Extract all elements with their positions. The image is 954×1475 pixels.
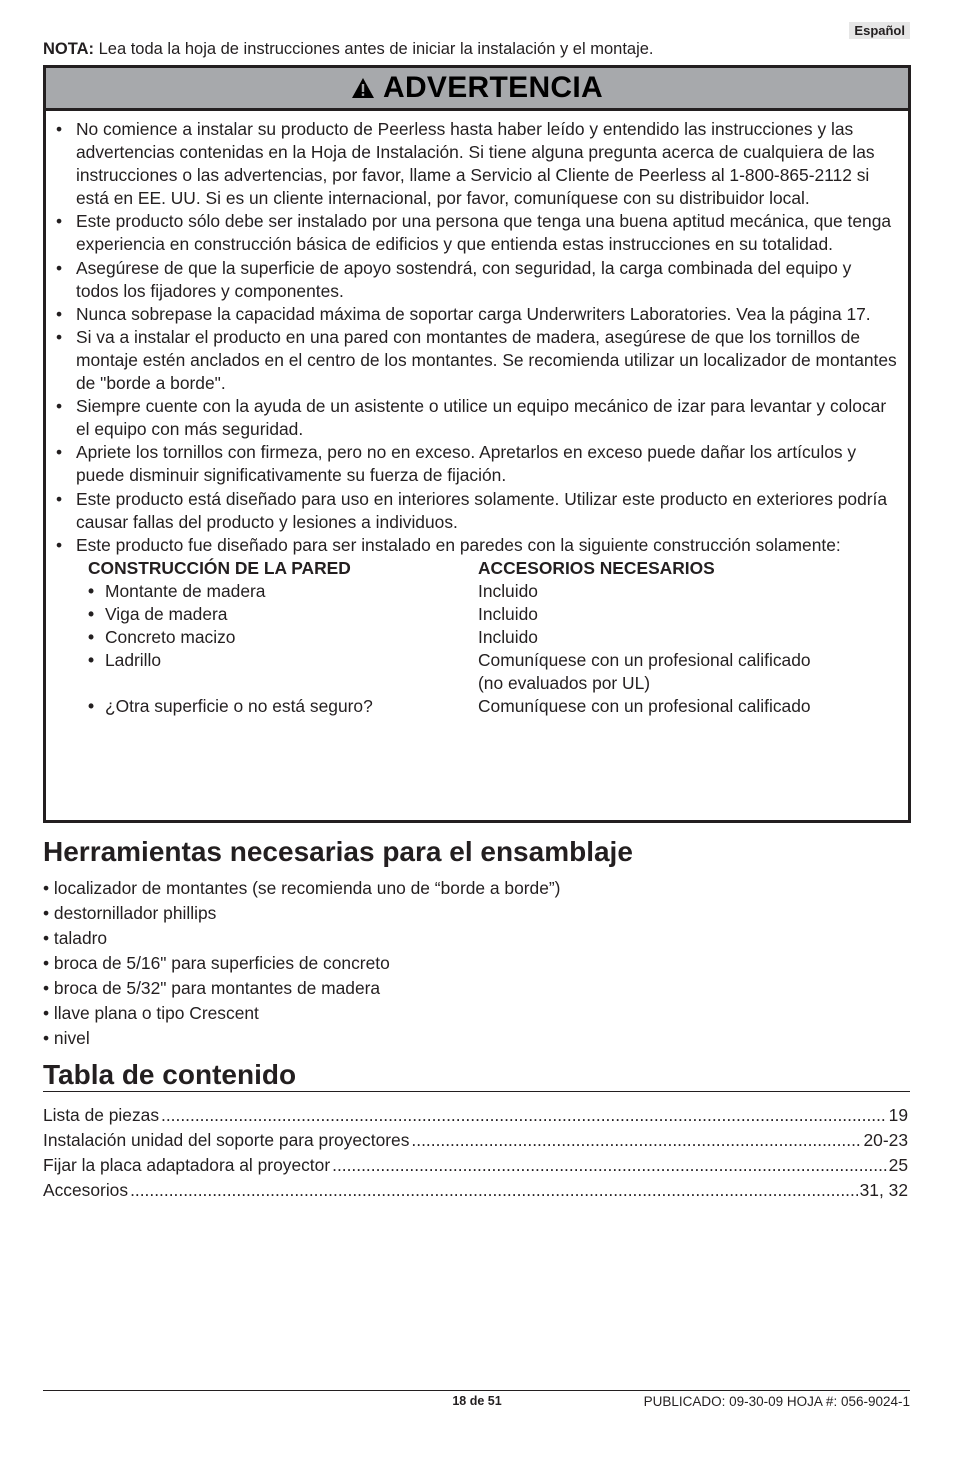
wall-type-text: ¿Otra superficie o no está seguro?: [105, 696, 373, 717]
wall-type-text: Ladrillo: [105, 650, 162, 671]
tools-heading: Herramientas necesarias para el ensamblaje: [43, 836, 633, 867]
toc-leader-dots: [332, 1153, 887, 1178]
warning-item-text: No comience a instalar su producto de Peerless hasta haber leído y entendido las instrucciones y las advertencias contenidas en la Hoja de Instalación. Si tiene alguna pregunta acerca de cualquiera de las instrucciones o las advertencias, por favor, llame a Servicio al Cliente de Peerless al 1-800-865-2112 si está en EE. UU. Si es un cliente internacional, por favor, comuníquese con su distribuidor local.: [76, 119, 875, 209]
publication-info: PUBLICADO: 09-30-09 HOJA #: 056-9024-1: [643, 1394, 910, 1409]
accessory-note: (no evaluados por UL): [478, 673, 651, 694]
footer-divider: [43, 1390, 910, 1391]
toc-leader-dots: [411, 1128, 861, 1153]
wall-type-cell: • Montante de madera: [88, 580, 266, 601]
accessory-cell: Comuníquese con un profesional calificado: [478, 696, 811, 717]
toc-entry-page: 20-23: [863, 1130, 908, 1150]
wall-construction-table: [88, 557, 898, 719]
toc-entry-label: Accesorios: [43, 1180, 129, 1200]
warning-list: [54, 118, 898, 557]
accessory-cell: [478, 649, 898, 695]
toc-entry[interactable]: [43, 1103, 908, 1128]
toc-entry[interactable]: [43, 1128, 908, 1153]
nota-line: [43, 40, 654, 59]
warning-box: [43, 65, 911, 823]
warning-item: • Nunca sobrepase la capacidad máxima de soportar carga Underwriters Laboratories. Vea la página 17.: [56, 303, 871, 324]
wall-table-header-construction: CONSTRUCCIÓN DE LA PARED: [88, 557, 351, 578]
tool-item: • destornillador phillips: [43, 903, 217, 923]
tool-item: • taladro: [43, 928, 108, 948]
wall-type-cell: • Ladrillo: [88, 650, 162, 671]
toc-entry-page: 19: [888, 1105, 908, 1125]
warning-item: • Apriete los tornillos con firmeza, pero no en exceso. Apretarlos en exceso puede dañar los artículos y puede disminuir significativamente su fuerza de fijación.: [56, 442, 857, 486]
toc-entry[interactable]: [43, 1178, 908, 1203]
warning-item-text: Este producto está diseñado para uso en interiores solamente. Utilizar este producto en exteriores podría causar fallas del producto y lesiones a individuos.: [76, 488, 888, 532]
warning-header: [46, 68, 908, 111]
toc-entry[interactable]: [43, 1153, 908, 1178]
toc-leader-dots: [161, 1103, 887, 1128]
tool-item: • nivel: [43, 1028, 90, 1048]
warning-item: • No comience a instalar su producto de Peerless hasta haber leído y entendido las instrucciones y las advertencias contenidas en la Hoja de Instalación. Si tiene alguna pregunta acerca de cualquiera de las instrucciones o las advertencias, por favor, llame a Servicio al Cliente de Peerless al 1-800-865-2112 si está en EE. UU. Si es un cliente internacional, por favor, comuníquese con su distribuidor local.: [56, 119, 875, 209]
accessory-cell: Incluido: [478, 603, 538, 624]
toc-entry-page: 31, 32: [859, 1180, 908, 1200]
warning-item: • Este producto está diseñado para uso en interiores solamente. Utilizar este producto en exteriores podría causar fallas del producto y lesiones a individuos.: [56, 488, 888, 532]
warning-title: ADVERTENCIA: [383, 71, 603, 104]
wall-type-cell: • Viga de madera: [88, 603, 228, 624]
warning-item-text: Apriete los tornillos con firmeza, pero no en exceso. Apretarlos en exceso puede dañar los artículos y puede disminuir significativamente su fuerza de fijación.: [76, 442, 857, 486]
wall-type-cell: • Concreto macizo: [88, 627, 236, 648]
language-tab: Español: [849, 22, 910, 39]
page-number: 18 de 51: [452, 1394, 502, 1408]
warning-item-text: Siempre cuente con la ayuda de un asistente o utilice un equipo mecánico de izar para levantar y colocar el equipo con más seguridad.: [76, 396, 887, 440]
warning-triangle-icon: [351, 77, 375, 99]
warning-item-text: Asegúrese de que la superficie de apoyo sostendrá, con seguridad, la carga combinada del equipo y todos los fijadores y componentes.: [76, 257, 852, 301]
tools-list: [43, 876, 560, 1051]
warning-item-text: Si va a instalar el producto en una pared con montantes de madera, asegúrese de que los tornillos de montaje estén anclados en el centro de los montantes. Se recomienda utilizar un localizador de montantes de "borde a borde".: [76, 326, 897, 394]
accessory-cell: Incluido: [478, 627, 538, 648]
wall-type-cell: • ¿Otra superficie o no está seguro?: [88, 696, 373, 717]
nota-text: Lea toda la hoja de instrucciones antes de iniciar la instalación y el montaje.: [94, 40, 654, 58]
tool-item: • llave plana o tipo Crescent: [43, 1003, 259, 1023]
warning-item-text: Nunca sobrepase la capacidad máxima de soportar carga Underwriters Laboratories. Vea la página 17.: [76, 303, 871, 324]
toc-entry-label: Lista de piezas: [43, 1105, 160, 1125]
table-of-contents: [43, 1103, 908, 1203]
toc-heading: Tabla de contenido: [43, 1058, 910, 1092]
tool-item: • broca de 5/32" para montantes de madera: [43, 978, 381, 998]
toc-leader-dots: [130, 1178, 858, 1203]
nota-label: NOTA:: [43, 40, 95, 58]
accessory-text: Comuníquese con un profesional calificado: [478, 650, 811, 671]
tool-item: • broca de 5/16" para superficies de concreto: [43, 953, 390, 973]
warning-item: • Este producto sólo debe ser instalado por una persona que tenga una buena aptitud mecánica, que tenga experiencia en construcción básica de edificios y que entienda estas instrucciones en su totalidad.: [56, 211, 892, 255]
warning-item-text: Este producto fue diseñado para ser instalado en paredes con la siguiente construcción solamente:: [76, 534, 841, 555]
toc-entry-label: Instalación unidad del soporte para proyectores: [43, 1130, 410, 1150]
toc-entry-page: 25: [888, 1155, 908, 1175]
toc-entry-label: Fijar la placa adaptadora al proyector: [43, 1155, 331, 1175]
tool-item: • localizador de montantes (se recomienda uno de “borde a borde”): [43, 878, 561, 898]
warning-item: • Si va a instalar el producto en una pared con montantes de madera, asegúrese de que los tornillos de montaje estén anclados en el centro de los montantes. Se recomienda utilizar un localizador de montantes de "borde a borde".: [56, 326, 897, 394]
warning-item: • Asegúrese de que la superficie de apoyo sostendrá, con seguridad, la carga combinada del equipo y todos los fijadores y componentes.: [56, 257, 852, 301]
warning-body: [46, 111, 908, 718]
wall-type-text: Concreto macizo: [105, 627, 236, 648]
warning-item: • Siempre cuente con la ayuda de un asistente o utilice un equipo mecánico de izar para levantar y colocar el equipo con más seguridad.: [56, 396, 887, 440]
wall-type-text: Montante de madera: [105, 580, 266, 601]
wall-table-header-accessories: ACCESORIOS NECESARIOS: [478, 557, 715, 578]
accessory-cell: Incluido: [478, 580, 538, 601]
wall-type-text: Viga de madera: [105, 603, 228, 624]
warning-item: • Este producto fue diseñado para ser instalado en paredes con la siguiente construcción solamente:: [56, 534, 841, 555]
warning-item-text: Este producto sólo debe ser instalado por una persona que tenga una buena aptitud mecánica, que tenga experiencia en construcción básica de edificios y que entienda estas instrucciones en su totalidad.: [76, 211, 892, 255]
